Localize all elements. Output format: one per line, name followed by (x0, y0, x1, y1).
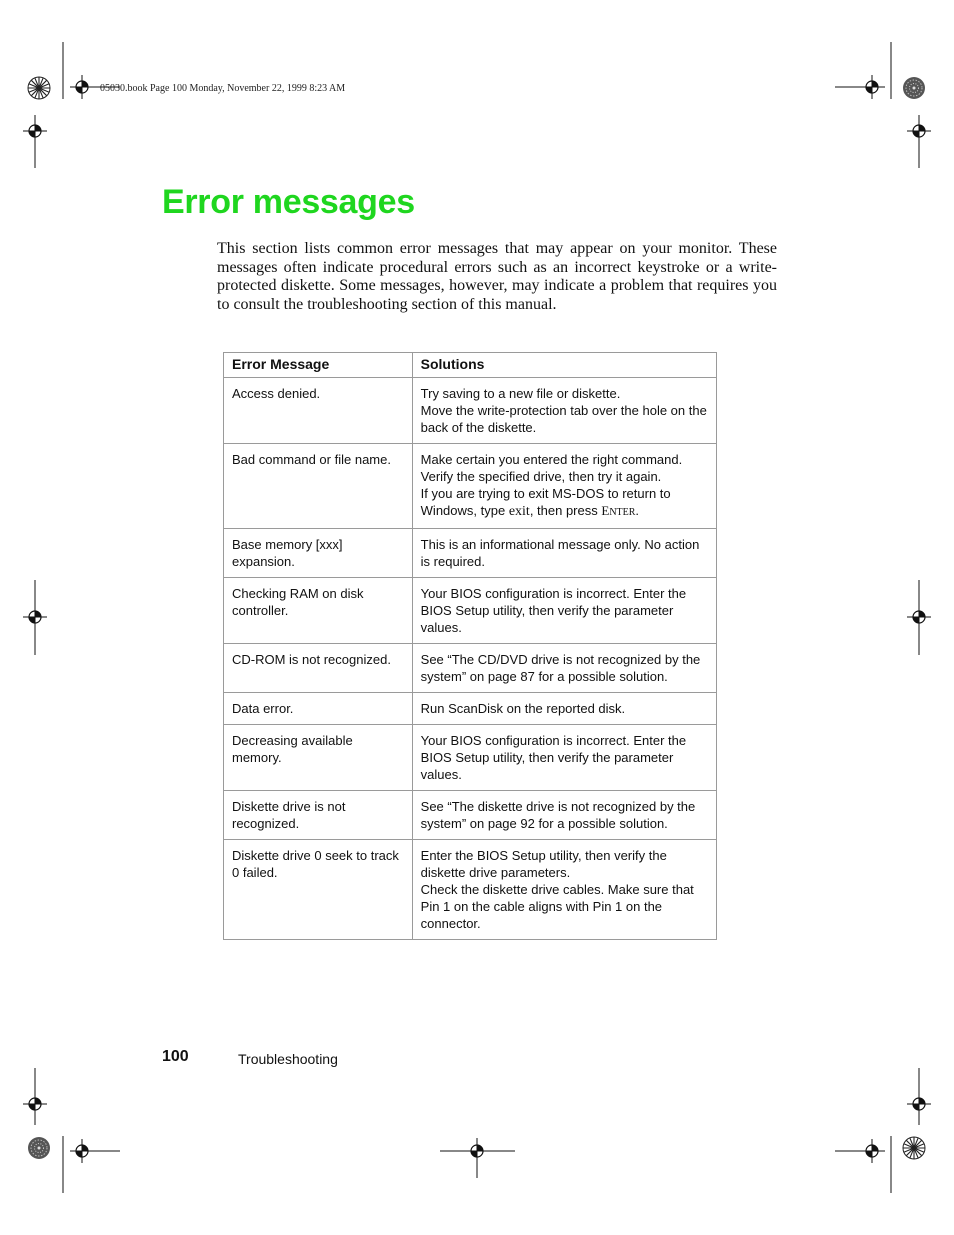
solution-line: See “The CD/DVD drive is not recognized by the system” on page 87 for a possible solution. (420, 652, 701, 684)
intro-paragraph: This section lists common error messages that may appear on your monitor. These messages often indicate procedural errors such as an incorrect keystroke or a write-protected diskette. Some messages, however, may indicate a problem that requires you to consult the troubleshooting section of this manual. (217, 240, 777, 314)
page-title: Error messages (162, 183, 415, 221)
table-row (224, 378, 717, 444)
table-row (224, 725, 717, 791)
error-message-cell: Base memory [xxx] expansion. (224, 529, 413, 578)
table-header-row (224, 353, 717, 378)
error-message-cell: Diskette drive is not recognized. (224, 791, 413, 840)
solutions-cell (412, 578, 716, 644)
enter-key-label (601, 503, 635, 518)
table-row (224, 693, 717, 725)
solutions-cell (412, 693, 716, 725)
error-message-cell: Diskette drive 0 seek to track 0 failed. (224, 840, 413, 940)
solution-text: . (635, 503, 640, 518)
enter-key-initial: E (601, 503, 610, 518)
error-message-cell: Decreasing available memory. (224, 725, 413, 791)
column-header-error-message: Error Message (224, 353, 413, 378)
table-row (224, 791, 717, 840)
solutions-cell (412, 444, 716, 529)
table-row (224, 444, 717, 529)
solution-line: Try saving to a new file or diskette. (420, 386, 621, 401)
table-row (224, 578, 717, 644)
error-table (223, 352, 717, 940)
page-number: 100 (162, 1048, 189, 1065)
enter-key-rest: NTER (609, 507, 636, 518)
book-stamp: 05030.book Page 100 Monday, November 22, 1999 8:23 AM (100, 83, 346, 94)
solution-text: If you are trying to exit MS-DOS to return to Windows, type (420, 486, 671, 518)
error-message-cell: Bad command or file name. (224, 444, 413, 529)
error-message-cell: Data error. (224, 693, 413, 725)
solutions-cell (412, 644, 716, 693)
solutions-cell (412, 529, 716, 578)
solution-line: Enter the BIOS Setup utility, then verify the diskette drive parameters. (420, 848, 667, 880)
table-row (224, 644, 717, 693)
error-message-cell: Access denied. (224, 378, 413, 444)
table-row (224, 529, 717, 578)
solution-line: Move the write-protection tab over the hole on the back of the diskette. (420, 403, 707, 435)
table-row (224, 840, 717, 940)
footer-section-name: Troubleshooting (238, 1051, 338, 1067)
exit-command: exit (508, 504, 530, 519)
solutions-cell (412, 840, 716, 940)
solution-text: , then press (529, 503, 602, 518)
solution-line: Check the diskette drive cables. Make sure that Pin 1 on the cable aligns with Pin 1 on the connector. (420, 882, 694, 931)
column-header-solutions: Solutions (412, 353, 716, 378)
solution-line: Your BIOS configuration is incorrect. Enter the BIOS Setup utility, then verify the parameter values. (420, 586, 687, 635)
solution-line: Your BIOS configuration is incorrect. Enter the BIOS Setup utility, then verify the parameter values. (420, 733, 687, 782)
solution-line: Run ScanDisk on the reported disk. (420, 701, 626, 716)
solution-line: This is an informational message only. No action is required. (420, 537, 700, 569)
solution-line: Verify the specified drive, then try it again. (420, 469, 662, 484)
error-message-cell: CD-ROM is not recognized. (224, 644, 413, 693)
error-message-cell: Checking RAM on disk controller. (224, 578, 413, 644)
solutions-cell (412, 725, 716, 791)
solution-line (421, 485, 708, 521)
solution-line: Make certain you entered the right command. (420, 452, 683, 467)
solution-line: See “The diskette drive is not recognized by the system” on page 92 for a possible solution. (420, 799, 696, 831)
solutions-cell (412, 378, 716, 444)
solutions-cell (412, 791, 716, 840)
